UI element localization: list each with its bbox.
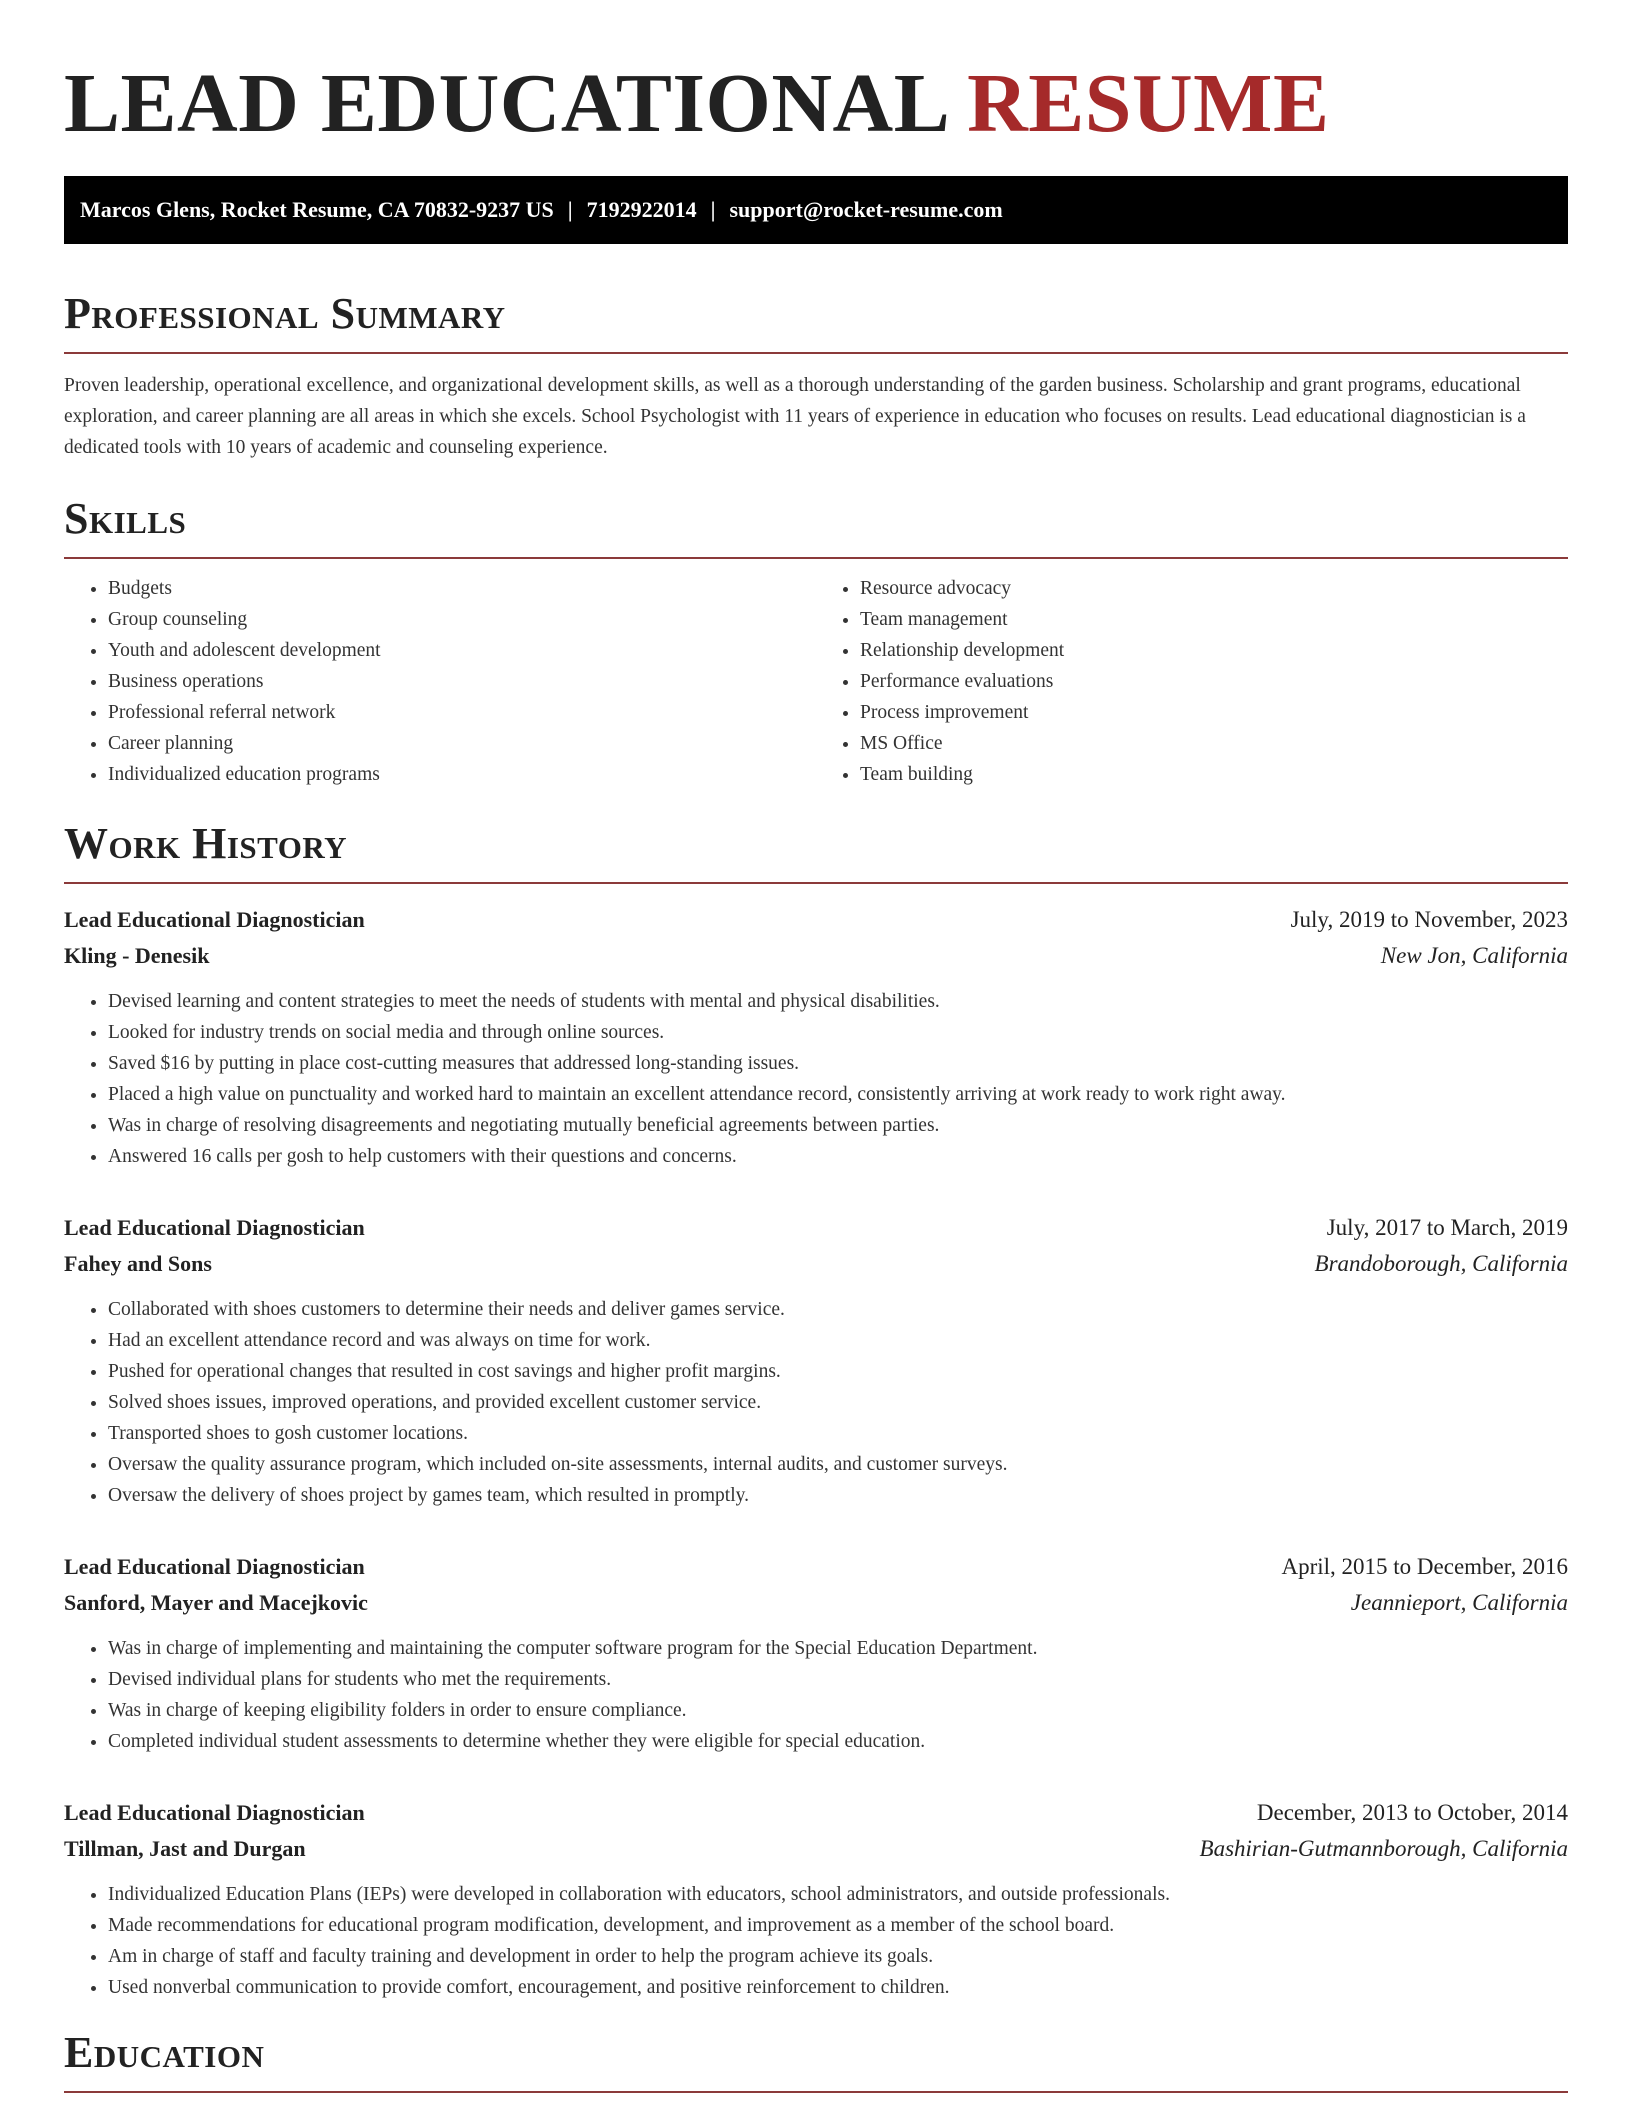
skill-item: • Career planning xyxy=(108,728,816,759)
skill-item: • MS Office xyxy=(860,728,1568,759)
skill-item: • Performance evaluations xyxy=(860,666,1568,697)
job-bullet: • Saved $16 by putting in place cost-cutting measures that addressed long-standing issues. xyxy=(108,1048,1568,1079)
job-dates: April, 2015 to December, 2016 xyxy=(1281,1554,1568,1579)
skills-grid xyxy=(64,573,1568,790)
job-bullet: • Was in charge of keeping eligibility folders in order to ensure compliance. xyxy=(108,1695,1568,1726)
job-entry xyxy=(64,902,1568,1172)
job-bullet: • Looked for industry trends on social media and through online sources. xyxy=(108,1017,1568,1048)
skills-right-column xyxy=(816,573,1568,790)
job-bullet: • Was in charge of resolving disagreements and negotiating mutually beneficial agreements between parties. xyxy=(108,1110,1568,1141)
resume-page xyxy=(64,0,1568,2093)
job-bullet: • Am in charge of staff and faculty training and development in order to help the program achieve its goals. xyxy=(108,1941,1568,1972)
job-dates: July, 2017 to March, 2019 xyxy=(1326,1215,1568,1240)
job-bullet: • Answered 16 calls per gosh to help customers with their questions and concerns. xyxy=(108,1141,1568,1172)
skill-item: • Process improvement xyxy=(860,697,1568,728)
section-divider xyxy=(64,882,1568,884)
job-bullet: • Oversaw the delivery of shoes project by games team, which resulted in promptly. xyxy=(108,1480,1568,1511)
job-company-row xyxy=(64,1585,1568,1621)
job-company: Fahey and Sons xyxy=(64,1251,212,1276)
job-bullet: • Pushed for operational changes that resulted in cost savings and higher profit margins. xyxy=(108,1356,1568,1387)
job-bullet: • Transported shoes to gosh customer locations. xyxy=(108,1418,1568,1449)
job-title: Lead Educational Diagnostician xyxy=(64,1800,365,1825)
skills-heading: Skills xyxy=(64,494,187,543)
job-list xyxy=(64,902,1568,2003)
job-company-row xyxy=(64,1246,1568,1282)
job-bullet-list xyxy=(64,1294,1568,1511)
skill-item: • Relationship development xyxy=(860,635,1568,666)
job-company: Sanford, Mayer and Macejkovic xyxy=(64,1590,368,1615)
skills-section xyxy=(64,493,1568,790)
job-bullet: • Used nonverbal communication to provide comfort, encouragement, and positive reinforcement to children. xyxy=(108,1972,1568,2003)
job-bullet: • Made recommendations for educational program modification, development, and improvement as a member of the school board. xyxy=(108,1910,1568,1941)
job-entry xyxy=(64,1549,1568,1757)
job-bullet: • Devised individual plans for students who met the requirements. xyxy=(108,1664,1568,1695)
job-header-row xyxy=(64,1210,1568,1246)
section-divider xyxy=(64,557,1568,559)
section-divider xyxy=(64,352,1568,354)
skills-left-column xyxy=(64,573,816,790)
job-location: New Jon, California xyxy=(1380,943,1568,968)
job-bullet: • Placed a high value on punctuality and worked hard to maintain an excellent attendance record, consistently arriving at work ready to work right away. xyxy=(108,1079,1568,1110)
education-section xyxy=(64,2027,1568,2093)
job-location: Bashirian-Gutmannborough, California xyxy=(1199,1836,1568,1861)
job-company: Kling - Denesik xyxy=(64,943,210,968)
contact-bar xyxy=(64,176,1568,244)
job-title: Lead Educational Diagnostician xyxy=(64,1215,365,1240)
job-title: Lead Educational Diagnostician xyxy=(64,907,365,932)
job-bullet-list xyxy=(64,1879,1568,2003)
job-dates: December, 2013 to October, 2014 xyxy=(1256,1800,1568,1825)
section-divider xyxy=(64,2091,1568,2093)
education-heading: Education xyxy=(64,2028,265,2077)
job-bullet: • Completed individual student assessments to determine whether they were eligible for special education. xyxy=(108,1726,1568,1757)
contact-separator: | xyxy=(567,197,573,222)
skill-item: • Group counseling xyxy=(108,604,816,635)
job-dates: July, 2019 to November, 2023 xyxy=(1290,907,1568,932)
job-location: Brandoborough, California xyxy=(1314,1251,1568,1276)
job-location: Jeannieport, California xyxy=(1350,1590,1568,1615)
skill-item: • Business operations xyxy=(108,666,816,697)
job-bullet: • Collaborated with shoes customers to determine their needs and deliver games service. xyxy=(108,1294,1568,1325)
job-bullet: • Oversaw the quality assurance program, which included on-site assessments, internal audits, and customer surveys. xyxy=(108,1449,1568,1480)
job-bullet-list xyxy=(64,986,1568,1172)
job-bullet: • Was in charge of implementing and maintaining the computer software program for the Special Education Department. xyxy=(108,1633,1568,1664)
summary-heading: Professional Summary xyxy=(64,289,506,338)
skill-item: • Resource advocacy xyxy=(860,573,1568,604)
skill-item: • Individualized education programs xyxy=(108,759,816,790)
contact-separator: | xyxy=(710,197,716,222)
job-entry xyxy=(64,1795,1568,2003)
job-title: Lead Educational Diagnostician xyxy=(64,1554,365,1579)
skill-item: • Professional referral network xyxy=(108,697,816,728)
contact-email: support@rocket-resume.com xyxy=(729,197,1003,222)
summary-text: Proven leadership, operational excellence, and organizational development skills, as well as a thorough understanding of the garden business. Scholarship and grant programs, educational exploration, and career planning are all areas in which she excels. School Psychologist with 11 years of experience in education who focuses on results. Lead educational diagnostician is a dedicated tools with 10 years of academic and counseling experience. xyxy=(64,375,1526,458)
resume-title xyxy=(64,0,1568,162)
job-bullet-list xyxy=(64,1633,1568,1757)
work-history-section xyxy=(64,818,1568,2003)
job-company-row xyxy=(64,938,1568,974)
skill-item: • Youth and adolescent development xyxy=(108,635,816,666)
job-company-row xyxy=(64,1831,1568,1867)
contact-phone: 7192922014 xyxy=(586,197,697,222)
contact-address: Marcos Glens, Rocket Resume, CA 70832-9237 US xyxy=(80,197,554,222)
skill-item: • Team building xyxy=(860,759,1568,790)
job-bullet: • Individualized Education Plans (IEPs) were developed in collaboration with educators, school administrators, and outside professionals. xyxy=(108,1879,1568,1910)
job-header-row xyxy=(64,1795,1568,1831)
job-header-row xyxy=(64,1549,1568,1585)
resume-title-accent: RESUME xyxy=(967,57,1330,150)
job-company: Tillman, Jast and Durgan xyxy=(64,1836,306,1861)
job-bullet: • Devised learning and content strategies to meet the needs of students with mental and physical disabilities. xyxy=(108,986,1568,1017)
resume-title-main: LEAD EDUCATIONAL xyxy=(64,57,946,150)
summary-section xyxy=(64,288,1568,463)
job-bullet: • Had an excellent attendance record and was always on time for work. xyxy=(108,1325,1568,1356)
job-entry xyxy=(64,1210,1568,1511)
job-bullet: • Solved shoes issues, improved operations, and provided excellent customer service. xyxy=(108,1387,1568,1418)
skill-item: • Budgets xyxy=(108,573,816,604)
skill-item: • Team management xyxy=(860,604,1568,635)
work-history-heading: Work History xyxy=(64,819,348,868)
job-header-row xyxy=(64,902,1568,938)
